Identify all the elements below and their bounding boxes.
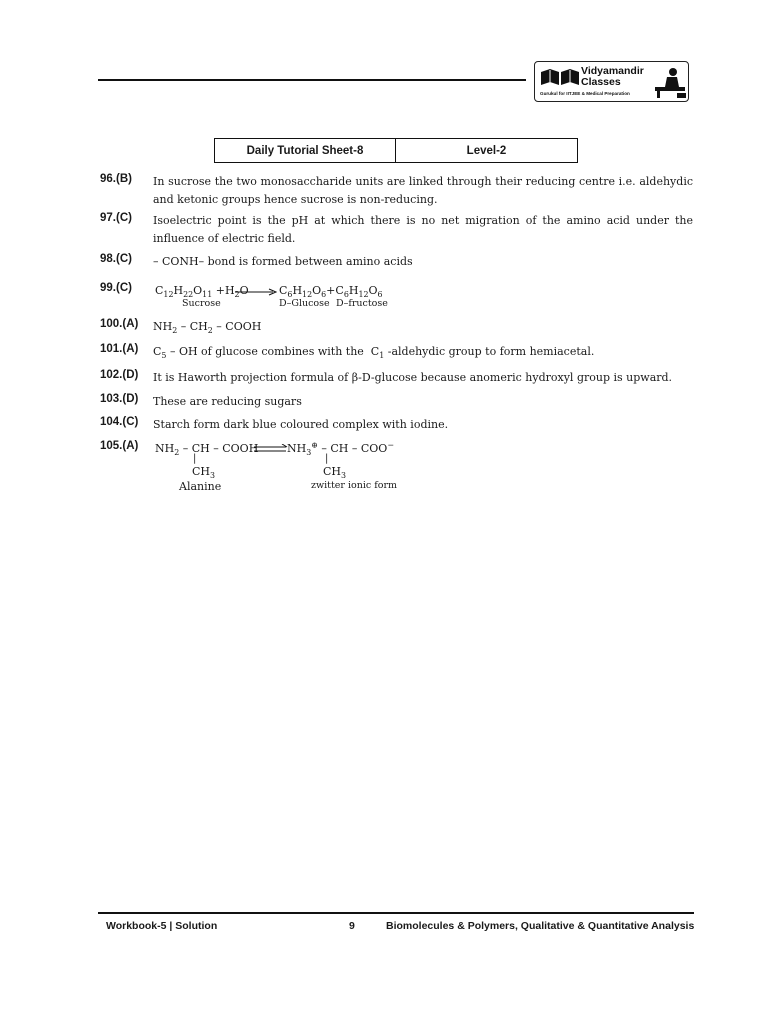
answer-text: In sucrose the two monosaccharide units are linked through their reducing centre i.e. aldehydic and ketonic groups hence sucrose is non-reducing. [153,175,693,206]
books-icon [540,68,580,86]
equilibrium-arrow [254,444,288,454]
sheet-title-box [214,138,578,163]
footer-chapter: Biomolecules & Polymers, Qualitative & Quantitative Analysis [386,920,695,932]
question-number: 104.(C) [100,416,139,428]
reaction-arrow [235,287,277,297]
answer-text: Isoelectric point is the pH at which there is no net migration of the amino acid under the influence of electric field. [153,214,693,245]
question-number: 103.(D) [100,393,139,405]
label-alanine: Alanine [179,480,222,493]
answer-text: $C_5$ – OH of glucose combines with the $C_1$ -aldehydic group to form hemiacetal. [153,345,595,360]
question-number: 105.(A) [100,440,139,452]
footer-page-number: 9 [349,920,355,932]
logo-tagline: Gurukul for IITJEE & Medical Preparation [540,91,630,96]
student-desk-icon [653,65,687,99]
answer-text: These are reducing sugars [153,395,302,408]
label-sucrose: Sucrose [182,298,221,309]
footer-workbook: Workbook-5 | Solution [106,920,218,932]
question-number: 100.(A) [100,318,139,330]
header-rule [98,79,526,81]
sheet-level: Level-2 [466,144,507,157]
question-number: 102.(D) [100,369,139,381]
answer-text: It is Haworth projection formula of β-D-glucose because anomeric hydroxyl group is upward. [153,371,673,384]
question-number: 101.(A) [100,343,139,355]
answer-text: – CONH– bond is formed between amino acids [153,255,413,268]
question-number: 97.(C) [100,212,132,224]
footer-rule [98,912,694,914]
sheet-title: Daily Tutorial Sheet-8 [215,139,396,162]
question-number: 98.(C) [100,253,132,265]
answer-formula: $NH_2 - CH_2$ – COOH [153,320,262,335]
label-zwitter-ionic: zwitter ionic form [311,480,398,491]
brand-logo [534,61,689,102]
logo-name: Vidyamandir Classes [581,65,644,88]
question-number: 96.(B) [100,173,132,185]
label-fructose: D–fructose [336,298,388,309]
question-number: 99.(C) [100,282,132,294]
label-glucose: D–Glucose [279,298,330,309]
answer-text: Starch form dark blue coloured complex with iodine. [153,418,449,431]
